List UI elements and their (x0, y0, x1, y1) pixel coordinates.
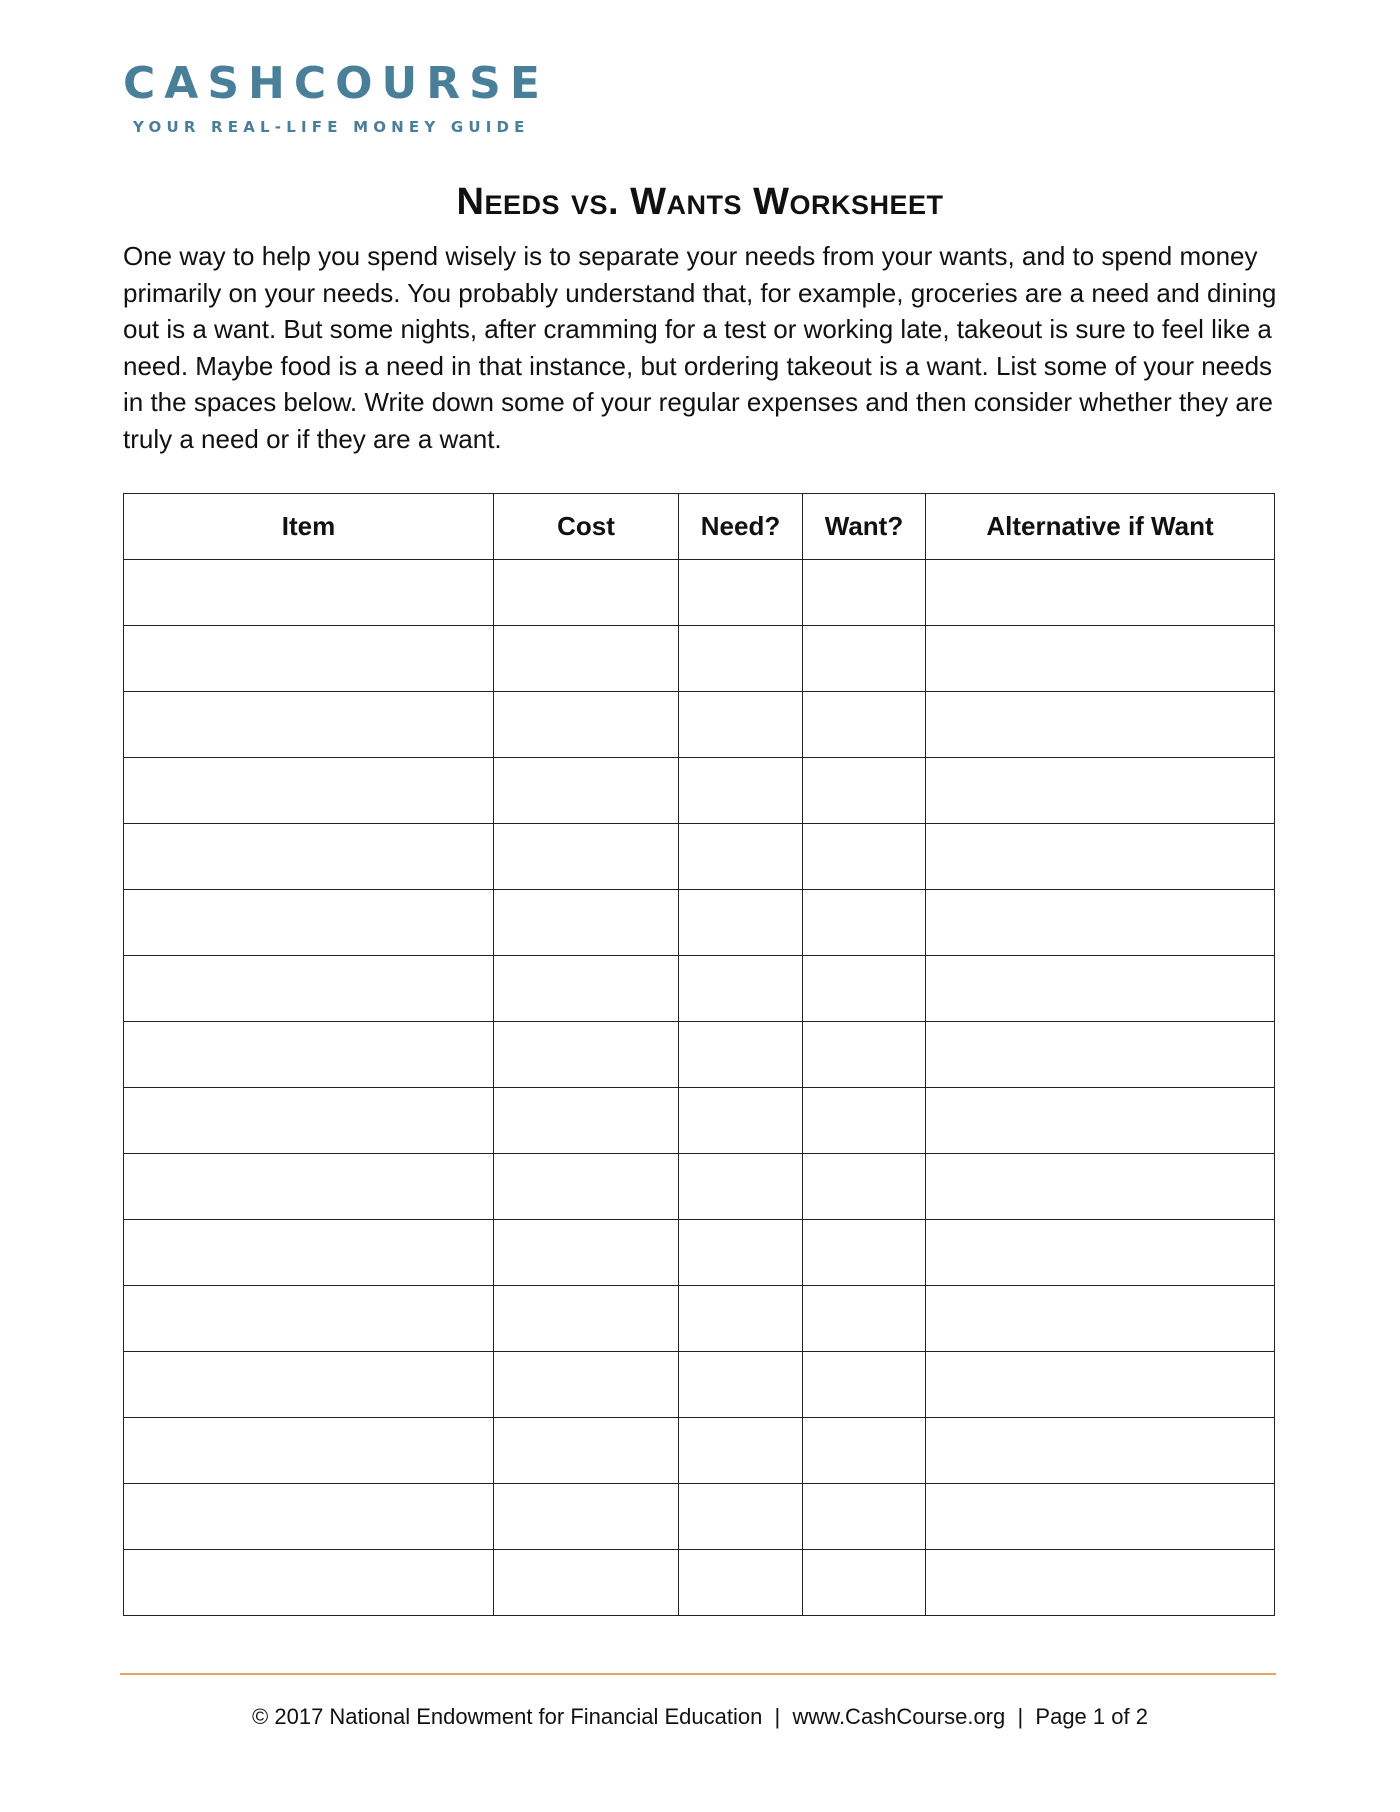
table-cell-need[interactable] (679, 1286, 803, 1352)
table-row (124, 758, 1275, 824)
table-cell-want[interactable] (803, 1022, 926, 1088)
table-cell-cost[interactable] (494, 1484, 679, 1550)
table-row (124, 890, 1275, 956)
table-cell-need[interactable] (679, 1352, 803, 1418)
table-cell-need[interactable] (679, 692, 803, 758)
table-cell-cost[interactable] (494, 1550, 679, 1616)
table-row (124, 824, 1275, 890)
table-cell-need[interactable] (679, 1484, 803, 1550)
table-cell-want[interactable] (803, 560, 926, 626)
table-cell-item[interactable] (124, 1484, 494, 1550)
table-cell-cost[interactable] (494, 1418, 679, 1484)
table-cell-need[interactable] (679, 626, 803, 692)
table-cell-alternative[interactable] (926, 1154, 1275, 1220)
table-cell-want[interactable] (803, 1550, 926, 1616)
table-cell-want[interactable] (803, 758, 926, 824)
table-cell-cost[interactable] (494, 1286, 679, 1352)
table-cell-cost[interactable] (494, 1154, 679, 1220)
table-cell-need[interactable] (679, 890, 803, 956)
page-title: Needs vs. Wants Worksheet (456, 181, 944, 223)
table-cell-alternative[interactable] (926, 1352, 1275, 1418)
table-cell-want[interactable] (803, 1352, 926, 1418)
footer-divider (120, 1673, 1276, 1675)
logo-wordmark: CASHCOURSE (123, 58, 549, 109)
table-cell-want[interactable] (803, 1286, 926, 1352)
table-cell-need[interactable] (679, 1022, 803, 1088)
table-cell-cost[interactable] (494, 1022, 679, 1088)
table-cell-cost[interactable] (494, 626, 679, 692)
table-cell-alternative[interactable] (926, 1088, 1275, 1154)
column-header-cost: Cost (494, 494, 679, 560)
table-row (124, 692, 1275, 758)
intro-paragraph: One way to help you spend wisely is to separate your needs from your wants, and to spend money primarily on your needs. You probably understand that, for example, groceries are a need and dining out is a want. But some nights, after cramming for a test or working late, takeout is sure to feel like a need. Maybe food is a need in that instance, but ordering takeout is a want. List some of your needs in the spaces below. Write down some of your regular expenses and then consider whether they are truly a need or if they are a want. (123, 241, 1277, 454)
cashcourse-logo (123, 60, 549, 136)
table-cell-item[interactable] (124, 824, 494, 890)
table-cell-need[interactable] (679, 560, 803, 626)
table-cell-cost[interactable] (494, 560, 679, 626)
table-cell-item[interactable] (124, 1352, 494, 1418)
table-body (124, 560, 1275, 1616)
table-cell-item[interactable] (124, 692, 494, 758)
table-cell-alternative[interactable] (926, 758, 1275, 824)
table-cell-want[interactable] (803, 890, 926, 956)
column-header-alternative: Alternative if Want (926, 494, 1275, 560)
table-cell-alternative[interactable] (926, 1550, 1275, 1616)
table-row (124, 1220, 1275, 1286)
table-row (124, 560, 1275, 626)
table-cell-alternative[interactable] (926, 1484, 1275, 1550)
table-cell-item[interactable] (124, 1550, 494, 1616)
page-footer: © 2017 National Endowment for Financial Education | www.CashCourse.org | Page 1 of 2 (252, 1704, 1148, 1729)
table-row (124, 1022, 1275, 1088)
table-cell-item[interactable] (124, 1088, 494, 1154)
table-cell-alternative[interactable] (926, 1418, 1275, 1484)
table-row (124, 956, 1275, 1022)
table-cell-need[interactable] (679, 1088, 803, 1154)
table-row (124, 1286, 1275, 1352)
table-cell-item[interactable] (124, 1022, 494, 1088)
table-cell-cost[interactable] (494, 1352, 679, 1418)
table-cell-item[interactable] (124, 1286, 494, 1352)
table-cell-alternative[interactable] (926, 1220, 1275, 1286)
table-row (124, 1154, 1275, 1220)
table-cell-item[interactable] (124, 758, 494, 824)
table-cell-cost[interactable] (494, 824, 679, 890)
table-cell-item[interactable] (124, 560, 494, 626)
table-cell-alternative[interactable] (926, 626, 1275, 692)
table-cell-need[interactable] (679, 758, 803, 824)
table-row (124, 626, 1275, 692)
table-cell-cost[interactable] (494, 890, 679, 956)
table-cell-want[interactable] (803, 1088, 926, 1154)
table-cell-cost[interactable] (494, 692, 679, 758)
table-cell-cost[interactable] (494, 956, 679, 1022)
table-cell-want[interactable] (803, 692, 926, 758)
table-cell-need[interactable] (679, 1154, 803, 1220)
table-cell-item[interactable] (124, 626, 494, 692)
table-cell-item[interactable] (124, 1220, 494, 1286)
table-cell-alternative[interactable] (926, 824, 1275, 890)
table-cell-item[interactable] (124, 956, 494, 1022)
table-cell-need[interactable] (679, 824, 803, 890)
table-cell-want[interactable] (803, 956, 926, 1022)
table-cell-need[interactable] (679, 956, 803, 1022)
table-header-row (124, 494, 1275, 560)
needs-wants-table (123, 493, 1275, 1616)
table-cell-want[interactable] (803, 824, 926, 890)
table-cell-need[interactable] (679, 1220, 803, 1286)
table-cell-item[interactable] (124, 890, 494, 956)
table-row (124, 1484, 1275, 1550)
logo-tagline: YOUR REAL-LIFE MONEY GUIDE (133, 118, 530, 136)
table-cell-item[interactable] (124, 1418, 494, 1484)
table-cell-want[interactable] (803, 1220, 926, 1286)
table-cell-want[interactable] (803, 1484, 926, 1550)
table-cell-want[interactable] (803, 1418, 926, 1484)
table-row (124, 1418, 1275, 1484)
table-cell-alternative[interactable] (926, 1286, 1275, 1352)
column-header-want: Want? (803, 494, 926, 560)
table-row (124, 1352, 1275, 1418)
table-cell-alternative[interactable] (926, 956, 1275, 1022)
table-cell-alternative[interactable] (926, 1022, 1275, 1088)
table-row (124, 1088, 1275, 1154)
table-cell-need[interactable] (679, 1418, 803, 1484)
table-cell-alternative[interactable] (926, 890, 1275, 956)
table-row (124, 1550, 1275, 1616)
table-cell-item[interactable] (124, 1154, 494, 1220)
table-cell-alternative[interactable] (926, 560, 1275, 626)
table-cell-cost[interactable] (494, 758, 679, 824)
table-cell-alternative[interactable] (926, 692, 1275, 758)
table-cell-cost[interactable] (494, 1220, 679, 1286)
table-cell-cost[interactable] (494, 1088, 679, 1154)
column-header-item: Item (124, 494, 494, 560)
table-cell-want[interactable] (803, 1154, 926, 1220)
column-header-need: Need? (679, 494, 803, 560)
table-cell-want[interactable] (803, 626, 926, 692)
table-cell-need[interactable] (679, 1550, 803, 1616)
